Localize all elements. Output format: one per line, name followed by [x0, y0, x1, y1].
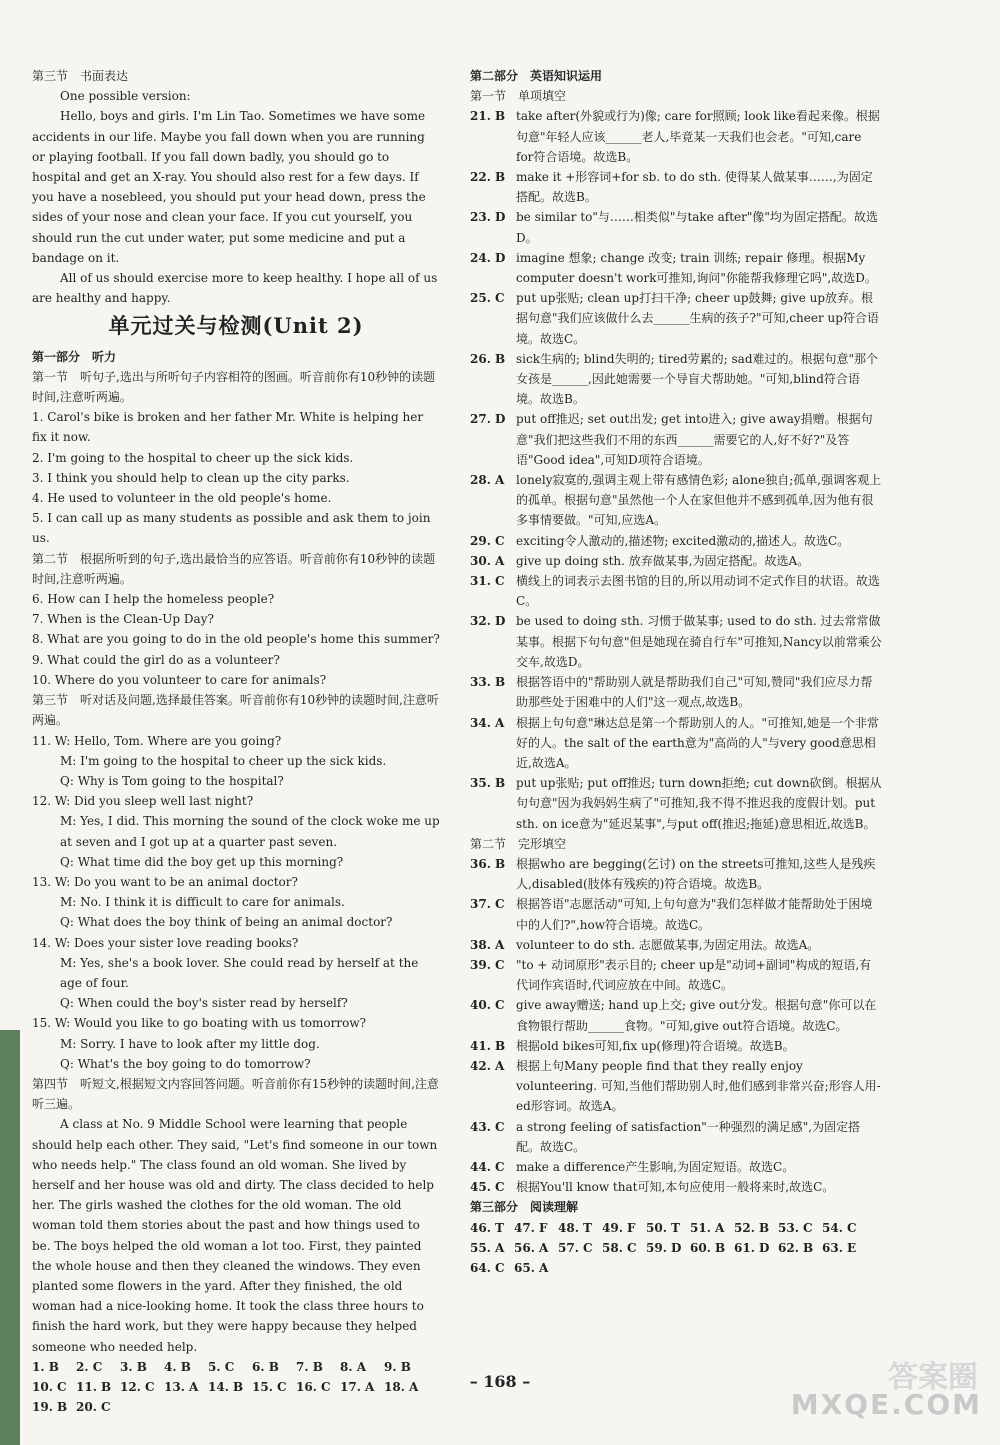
answer-row [470, 773, 882, 834]
answer-explanation: 根据who are begging(乞讨) on the streets可推知,这些人是残疾人,disabled(肢体有残疾的)符合语境。故选B。 [516, 856, 876, 892]
section-heading: 第一节 听句子,选出与所听句子内容相符的图画。听音前你有10秒钟的读题时间,注意听两遍。 [32, 369, 436, 405]
answer-cell: 61. D [734, 1240, 770, 1255]
answer-row [470, 935, 882, 955]
answer-explanation: "to + 动词原形"表示目的; cheer up是"动词+副词"构成的短语,有代词作宾语时,代词应放在中间。故选C。 [516, 957, 872, 993]
answer-explanation: 根据You'll know that可知,本句应使用一般将来时,故选C。 [516, 1180, 835, 1195]
answer-number: 28. A [470, 473, 505, 488]
listening-item: 9. What could the girl do as a volunteer? [32, 652, 280, 667]
answer-number: 21. B [470, 109, 506, 124]
answer-row [470, 207, 882, 247]
answer-row [470, 1177, 882, 1197]
answer-explanation: be similar to"与……相类似"与take after"像"均为固定搭配。故选D。 [516, 210, 878, 245]
answer-number: 27. D [470, 412, 506, 427]
answer-cell: 11. B [76, 1380, 112, 1394]
dialogue-woman-line: 12. W: Did you sleep well last night? [32, 794, 254, 809]
answer-cell: 59. D [646, 1240, 682, 1255]
watermark-logo: 答案圈 [888, 1360, 978, 1395]
answer-cell: 15. C [252, 1380, 287, 1394]
answer-explanation: sick生病的; blind失明的; tired劳累的; sad难过的。根据句意"那个女孩是______,因此她需要一个导盲犬帮助她。"可知,blind符合语境。故选B。 [516, 351, 879, 407]
listening-item: 7. When is the Clean-Up Day? [32, 612, 214, 627]
listening-item: 5. I can call up as many students as possible and ask them to join us. [32, 511, 431, 546]
answer-cell: 9. B [384, 1359, 411, 1374]
dialogue-question: Q: What does the boy think of being an animal doctor? [60, 915, 393, 930]
listening-item: 3. I think you should help to clean up the city parks. [32, 470, 350, 485]
answer-row [470, 1117, 882, 1157]
section-heading: 第三节 听对话及问题,选择最佳答案。听音前你有10秒钟的读题时间,注意听两遍。 [32, 693, 439, 728]
answer-row [470, 1157, 882, 1177]
answer-cell: 17. A [340, 1380, 375, 1394]
left-column [32, 66, 440, 1417]
answer-cell: 18. A [384, 1380, 419, 1394]
dialogue-woman-line: 11. W: Hello, Tom. Where are you going? [32, 733, 282, 748]
section-heading: 第二节 根据所听到的句子,选出最恰当的应答语。听音前你有10秒钟的读题时间,注意听两遍。 [32, 551, 436, 586]
answer-explanation: give away赠送; hand up上交; give out分发。根据句意"你可以在食物银行帮助______食物。"可知,give out符合语境。故选C。 [516, 998, 877, 1033]
answer-cell: 55. A [470, 1240, 505, 1255]
answer-cell: 53. C [778, 1220, 813, 1235]
answer-cell: 50. T [646, 1220, 680, 1235]
answer-number: 44. C [470, 1159, 505, 1174]
answer-cell: 46. T [470, 1220, 504, 1235]
answer-explanation: imagine 想象; change 改变; train 训练; repair 修理。根据My computer doesn't work可推知,询问"你能帮我修理它吗",故选D。 [516, 250, 877, 286]
answer-number: 36. B [470, 856, 506, 871]
listening-s3-list [32, 731, 440, 1074]
answer-number: 29. C [470, 533, 505, 548]
answer-explanation: take after(外貌或行为)像; care for照顾; look like看起来像。根据句意"年轻人应该______老人,毕竟某一天我们也会老。"可知,care for符合语境。故选B。 [516, 109, 880, 164]
answer-explanation: put off推迟; set out出发; get into进入; give away捐赠。根据句意"我们把这些我们不用的东西______需要它的人,好不好?"及答语"Good idea",可知D项符合语境。 [516, 412, 873, 467]
answer-explanation: 横线上的词表示去图书馆的目的,所以用动词不定式作目的状语。故选C。 [516, 574, 880, 609]
listening-item: 8. What are you going to do in the old people's home this summer? [32, 632, 440, 647]
unit-title: 单元过关与检测(Unit 2) [108, 313, 364, 339]
answer-explanation: make it +形容词+for sb. to do sth. 使得某人做某事……,为固定搭配。故选B。 [516, 170, 873, 205]
answer-cell: 57. C [558, 1240, 593, 1255]
answer-cell: 64. C [470, 1260, 505, 1275]
answer-cell: 56. A [514, 1240, 549, 1255]
answer-cell: 13. A [164, 1380, 199, 1394]
answer-row [470, 894, 882, 934]
answer-number: 43. C [470, 1119, 505, 1134]
listening-item: 2. I'm going to the hospital to cheer up the sick kids. [32, 450, 354, 465]
listening-s1-list [32, 407, 440, 548]
answer-cell: 49. F [602, 1220, 636, 1235]
answer-row [470, 470, 882, 531]
answer-explanation: 根据答语中的"帮助别人就是帮助我们自己"可知,赞同"我们应尽力帮助那些处于困难中的人们"这一观点,故选B。 [516, 675, 873, 710]
answer-explanation: make a difference产生影响,为固定短语。故选C。 [516, 1159, 795, 1174]
answer-explanation: 根据old bikes可知,fix up(修理)符合语境。故选B。 [516, 1038, 795, 1053]
answer-cell: 14. B [208, 1380, 244, 1394]
answer-number: 40. C [470, 998, 505, 1013]
answer-cell: 65. A [514, 1260, 549, 1275]
answer-explanation: 根据答语"志愿活动"可知,上句句意为"我们怎样做才能帮助处于困境中的人们?",how符合语境。故选C。 [516, 897, 873, 932]
answer-cell: 2. C [76, 1359, 103, 1374]
section-heading: 第四节 听短文,根据短文内容回答问题。听音前你有15秒钟的读题时间,注意听三遍。 [32, 1076, 439, 1112]
answer-explanation: put up张贴; put off推迟; turn down拒绝; cut down砍倒。根据从句句意"因为我妈妈生病了"可推知,我不得不推迟我的度假计划。put sth. on ice意为"延迟某事",与put off(推迟;拖延)意思相近,故选B。 [516, 776, 882, 831]
listening-item: 6. How can I help the homeless people? [32, 592, 275, 607]
answer-explanation: exciting令人激动的,描述物; excited激动的,描述人。故选C。 [516, 533, 850, 548]
answer-cell: 47. F [514, 1220, 548, 1235]
dialogue-man-line: M: Sorry. I have to look after my little dog. [60, 1036, 320, 1051]
answer-row [470, 854, 882, 894]
dialogue-man-line: M: Yes, she's a book lover. She could read by herself at the age of four. [60, 955, 419, 990]
reading-answer-grid [470, 1218, 882, 1279]
answer-number: 26. B [470, 351, 506, 366]
single-choice-list [470, 106, 882, 833]
answer-row [470, 571, 882, 611]
listening-item: 1. Carol's bike is broken and her father Mr. White is helping her fix it now. [32, 410, 424, 445]
answer-number: 33. B [470, 675, 506, 690]
answer-row [470, 1056, 882, 1117]
answer-cell: 62. B [778, 1240, 814, 1255]
answer-explanation: give up doing sth. 放弃做某事,为固定搭配。故选A。 [516, 553, 810, 568]
dialogue-man-line: M: I'm going to the hospital to cheer up the sick kids. [60, 753, 387, 768]
answer-cell: 6. B [252, 1359, 279, 1374]
answer-row [470, 672, 882, 712]
answer-number: 22. B [470, 170, 506, 185]
answer-row [470, 551, 882, 571]
right-column [470, 66, 882, 1278]
answer-explanation: 根据上句句意"琳达总是第一个帮助别人的人。"可推知,她是一个非常好的人。the salt of the earth意为"高尚的人"与very good意思相近,故选A。 [516, 715, 879, 770]
answer-row [470, 167, 882, 207]
answer-row [470, 248, 882, 288]
answer-cell: 4. B [164, 1359, 191, 1374]
dialogue-question: Q: When could the boy's sister read by herself? [60, 996, 348, 1011]
section-heading: 第一节 单项填空 [470, 89, 567, 104]
answer-cell: 60. B [690, 1240, 726, 1255]
answer-number: 24. D [470, 250, 506, 265]
answer-cell: 51. A [690, 1220, 725, 1235]
listening-item: 10. Where do you volunteer to care for animals? [32, 672, 327, 687]
answer-row [470, 713, 882, 774]
answer-number: 37. C [470, 897, 505, 912]
answer-number: 39. C [470, 957, 505, 972]
answer-cell: 16. C [296, 1380, 331, 1394]
answer-explanation: 根据上句Many people find that they really enjoy volunteering. 可知,当他们帮助别人时,他们感到非常兴奋;形容人用-ed形容词。故选A。 [516, 1058, 881, 1114]
part2-heading: 第二部分 英语知识运用 [470, 69, 603, 83]
writing-heading: 第三节 书面表达 [32, 69, 129, 83]
answer-row [470, 955, 882, 995]
dialogue-question: Q: Why is Tom going to the hospital? [60, 773, 284, 788]
answer-row [470, 288, 882, 349]
dialogue-woman-line: 15. W: Would you like to go boating with us tomorrow? [32, 1016, 367, 1031]
section-heading: 第二节 完形填空 [470, 836, 567, 851]
answer-row [470, 409, 882, 470]
answer-row [470, 531, 882, 551]
watermark: MXQE.COM [790, 1388, 982, 1421]
writing-para: Hello, boys and girls. I'm Lin Tao. Sometimes we have some accidents in our life. Maybe you fall down when you are running or playing football. If you fall down badly, you should go to hospital and get an X-ray. You should also rest for a few days. If you have a nosebleed, you should put your head down, press the sides of your nose and clean your face. If you cut yourself, you should run the cut under water, put some medicine and put a bandage on it. [32, 109, 426, 265]
answer-number: 38. A [470, 937, 505, 952]
dialogue-woman-line: 13. W: Do you want to be an animal doctor? [32, 874, 298, 889]
answer-cell: 1. B [32, 1359, 59, 1374]
answer-cell: 63. E [822, 1240, 857, 1255]
answer-cell: 12. C [120, 1380, 155, 1394]
answer-explanation: put up张贴; clean up打扫干净; cheer up鼓舞; give up放弃。根据句意"我们应该做什么去______生病的孩子?"可知,cheer up符合语境。故选C。 [516, 291, 879, 346]
answer-cell: 58. C [602, 1240, 637, 1255]
answer-explanation: volunteer to do sth. 志愿做某事,为固定用法。故选A。 [516, 937, 820, 952]
cloze-list [470, 854, 882, 1197]
answer-number: 25. C [470, 291, 505, 306]
answer-row [470, 106, 882, 167]
answer-number: 45. C [470, 1180, 505, 1195]
answer-number: 35. B [470, 776, 506, 791]
answer-row [470, 1036, 882, 1056]
answer-cell: 20. C [76, 1400, 111, 1415]
answer-row [470, 995, 882, 1035]
answer-cell: 48. T [558, 1220, 592, 1235]
writing-intro: One possible version: [60, 89, 191, 104]
answer-cell: 3. B [120, 1359, 147, 1374]
dialogue-man-line: M: No. I think it is difficult to care for animals. [60, 895, 345, 910]
answer-cell: 52. B [734, 1220, 770, 1235]
listening-s2-list [32, 589, 440, 690]
answer-row [470, 349, 882, 410]
answer-cell: 19. B [32, 1400, 68, 1415]
answer-number: 31. C [470, 574, 505, 589]
listening-item: 4. He used to volunteer in the old people's home. [32, 491, 332, 506]
listening-passage: A class at No. 9 Middle School were learning that people should help each other. They said, "Let's find someone in our town who needs help." The class found an old woman. She lived by herself and her house was old and dirty. The class decided to help her. The girls washed the clothes for the old woman. The old woman told them stories about the past and how things used to be. The boys helped the old woman a lot too. First, they painted the whole house and then they cleaned the windows. They even planted some flowers in the yard. After they finished, the old woman had a nice-looking home. It took the class three hours to finish the hard work, but they were happy because they helped someone who needed help. [32, 1117, 438, 1354]
answer-number: 30. A [470, 553, 505, 568]
dialogue-question: Q: What's the boy going to do tomorrow? [60, 1056, 311, 1071]
answer-number: 42. A [470, 1058, 505, 1073]
dialogue-man-line: M: Yes, I did. This morning the sound of the clock woke me up at seven and I got up at a quarter past seven. [60, 814, 440, 849]
part3-heading: 第三部分 阅读理解 [470, 1200, 579, 1215]
answer-number: 34. A [470, 715, 505, 730]
dialogue-question: Q: What time did the boy get up this morning? [60, 854, 344, 869]
answer-number: 32. D [470, 614, 506, 629]
answer-cell: 54. C [822, 1220, 857, 1235]
answer-number: 23. D [470, 210, 506, 225]
answer-cell: 10. C [32, 1380, 67, 1394]
answer-cell: 5. C [208, 1359, 235, 1374]
answer-explanation: a strong feeling of satisfaction"一种强烈的满足感",为固定搭配。故选C。 [516, 1119, 861, 1154]
answer-row [470, 611, 882, 672]
listening-part-heading: 第一部分 听力 [32, 349, 117, 364]
answer-number: 41. B [470, 1038, 506, 1053]
answer-explanation: lonely寂寞的,强调主观上带有感情色彩; alone独自;孤单,强调客观上的孤单。根据句意"虽然他一个人在家但他并不感到孤单,因为他有很多事情要做。"可知,应选A。 [516, 473, 882, 528]
page-number: – 168 – [469, 1372, 531, 1391]
answer-cell: 7. B [296, 1359, 323, 1374]
writing-para: All of us should exercise more to keep healthy. I hope all of us are healthy and happy. [32, 271, 438, 306]
dialogue-woman-line: 14. W: Does your sister love reading books? [32, 935, 299, 950]
answer-cell: 8. A [340, 1359, 367, 1374]
answer-explanation: be used to doing sth. 习惯于做某事; used to do sth. 过去常常做某事。根据下句句意"但是她现在骑自行车"可推知,Nancy以前常乘公交车,故选D。 [516, 614, 882, 669]
